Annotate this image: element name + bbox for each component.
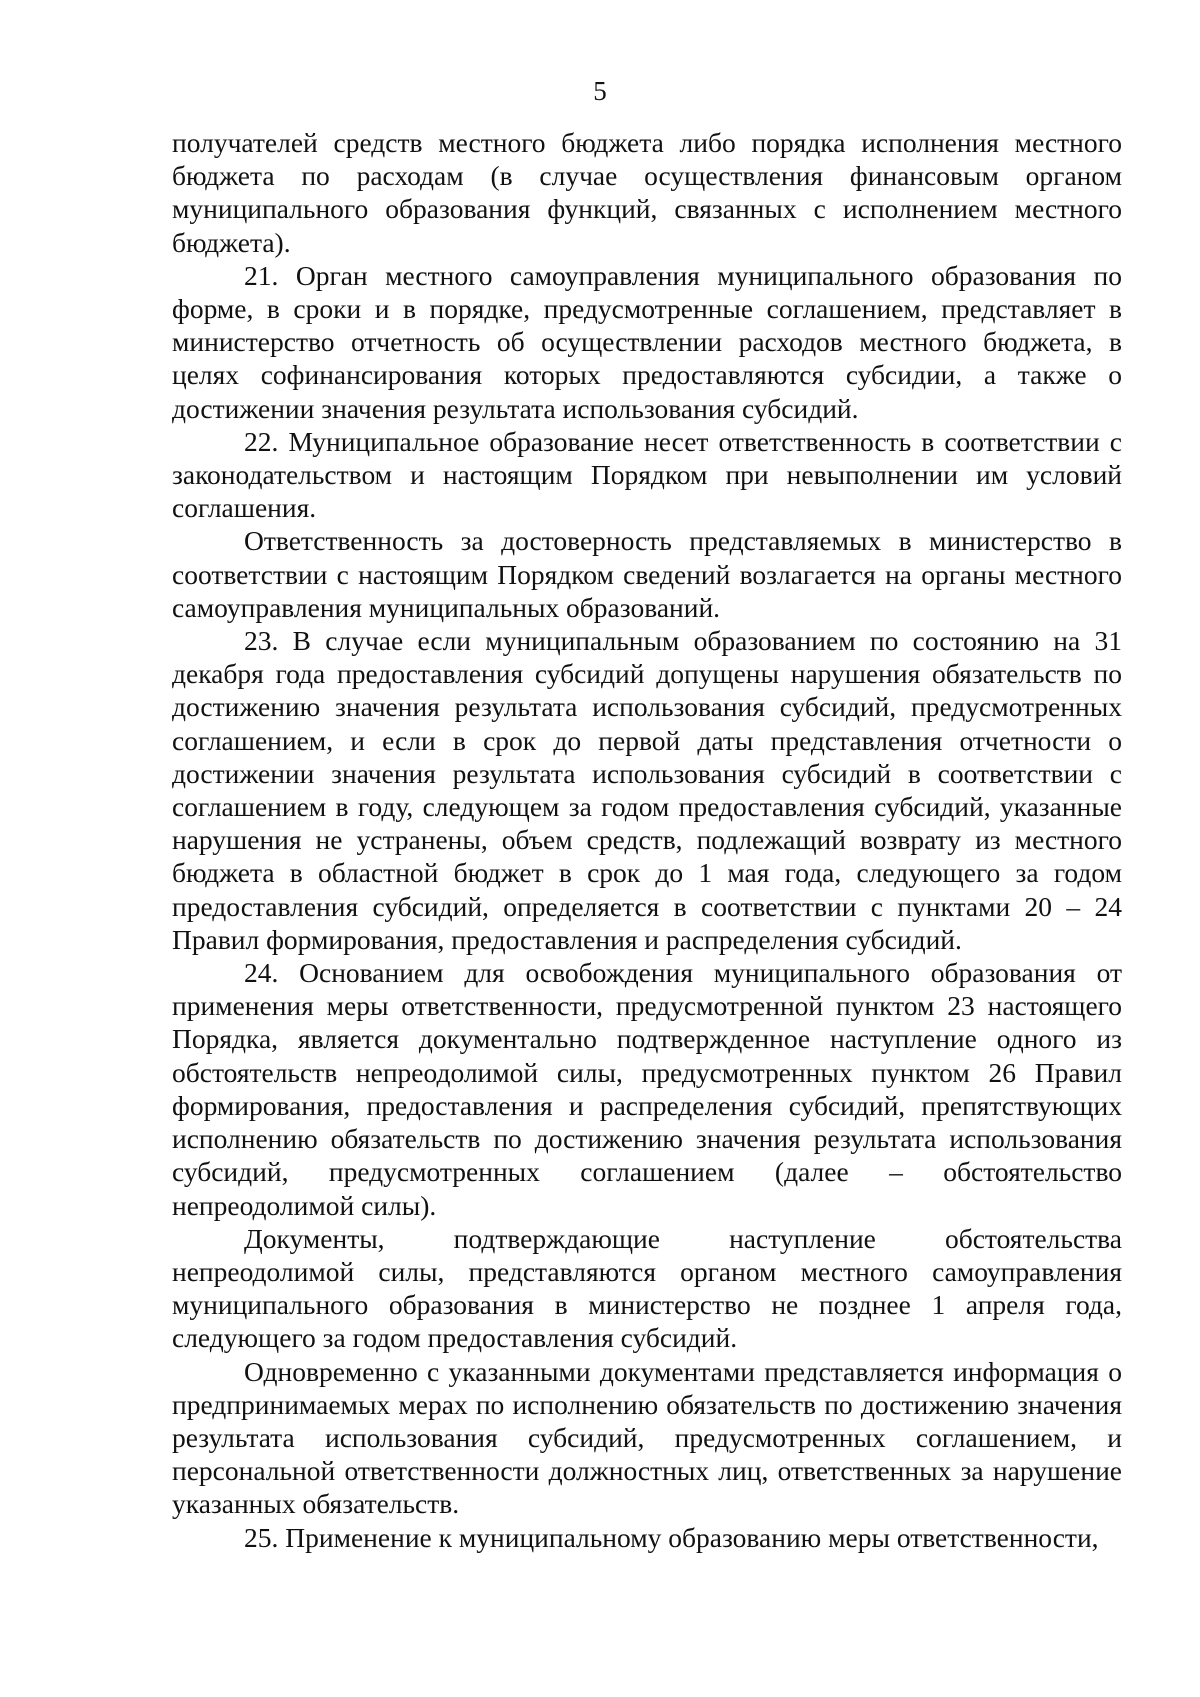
paragraph: Ответственность за достоверность представляемых в министерство в соответствии с настоящим Порядком сведений возлагается на органы местного самоуправления муниципальных образований.: [172, 525, 1122, 623]
paragraph-clause-23: 23. В случае если муниципальным образованием по состоянию на 31 декабря года предоставления субсидий допущены нарушения обязательств по достижению значения результата использования субсидий, предусмотренных соглашением, и если в срок до первой даты представления отчетности о достижении значения результата использования субсидий в соответствии с соглашением в году, следующем за годом предоставления субсидий, указанные нарушения не устранены, объем средств, подлежащий возврату из местного бюджета в областной бюджет в срок до 1 мая года, следующего за годом предоставления субсидий, определяется в соответствии с пунктами 20 – 24 Правил формирования, предоставления и распределения субсидий.: [172, 625, 1122, 955]
paragraph-clause-24: 24. Основанием для освобождения муниципального образования от применения меры ответственности, предусмотренной пунктом 23 настоящего Порядка, является документально подтвержденное наступление одного из обстоятельств непреодолимой силы, предусмотренных пунктом 26 Правил формирования, предоставления и распределения субсидий, препятствующих исполнению обязательств по достижению значения результата использования субсидий, предусмотренных соглашением (далее – обстоятельство непреодолимой силы).: [172, 957, 1122, 1221]
paragraph: Документы, подтверждающие наступление обстоятельства непреодолимой силы, представляются органом местного самоуправления муниципального образования в министерство не позднее 1 апреля года, следующего за годом предоставления субсидий.: [172, 1222, 1122, 1354]
paragraph-clause-25: 25. Применение к муниципальному образованию меры ответственности,: [244, 1521, 1099, 1553]
paragraph: Одновременно с указанными документами представляется информация о предпринимаемых мерах по исполнению обязательств по достижению значения результата использования субсидий, предусмотренных соглашением, и персональной ответственности должностных лиц, ответственных за нарушение указанных обязательств.: [172, 1355, 1122, 1520]
document-body: [172, 126, 1122, 1554]
paragraph: получателей средств местного бюджета либо порядка исполнения местного бюджета по расходам (в случае осуществления финансовым органом муниципального образования функций, связанных с исполнением местного бюджета).: [172, 127, 1122, 258]
paragraph-clause-21: 21. Орган местного самоуправления муниципального образования по форме, в сроки и в порядке, предусмотренные соглашением, представляет в министерство отчетность об осуществлении расходов местного бюджета, в целях софинансирования которых предоставляются субсидии, а также о достижении значения результата использования субсидий.: [172, 259, 1122, 424]
paragraph-clause-22: 22. Муниципальное образование несет ответственность в соответствии с законодательством и настоящим Порядком при невыполнении им условий соглашения.: [172, 425, 1122, 524]
page-number: 5: [593, 76, 607, 106]
